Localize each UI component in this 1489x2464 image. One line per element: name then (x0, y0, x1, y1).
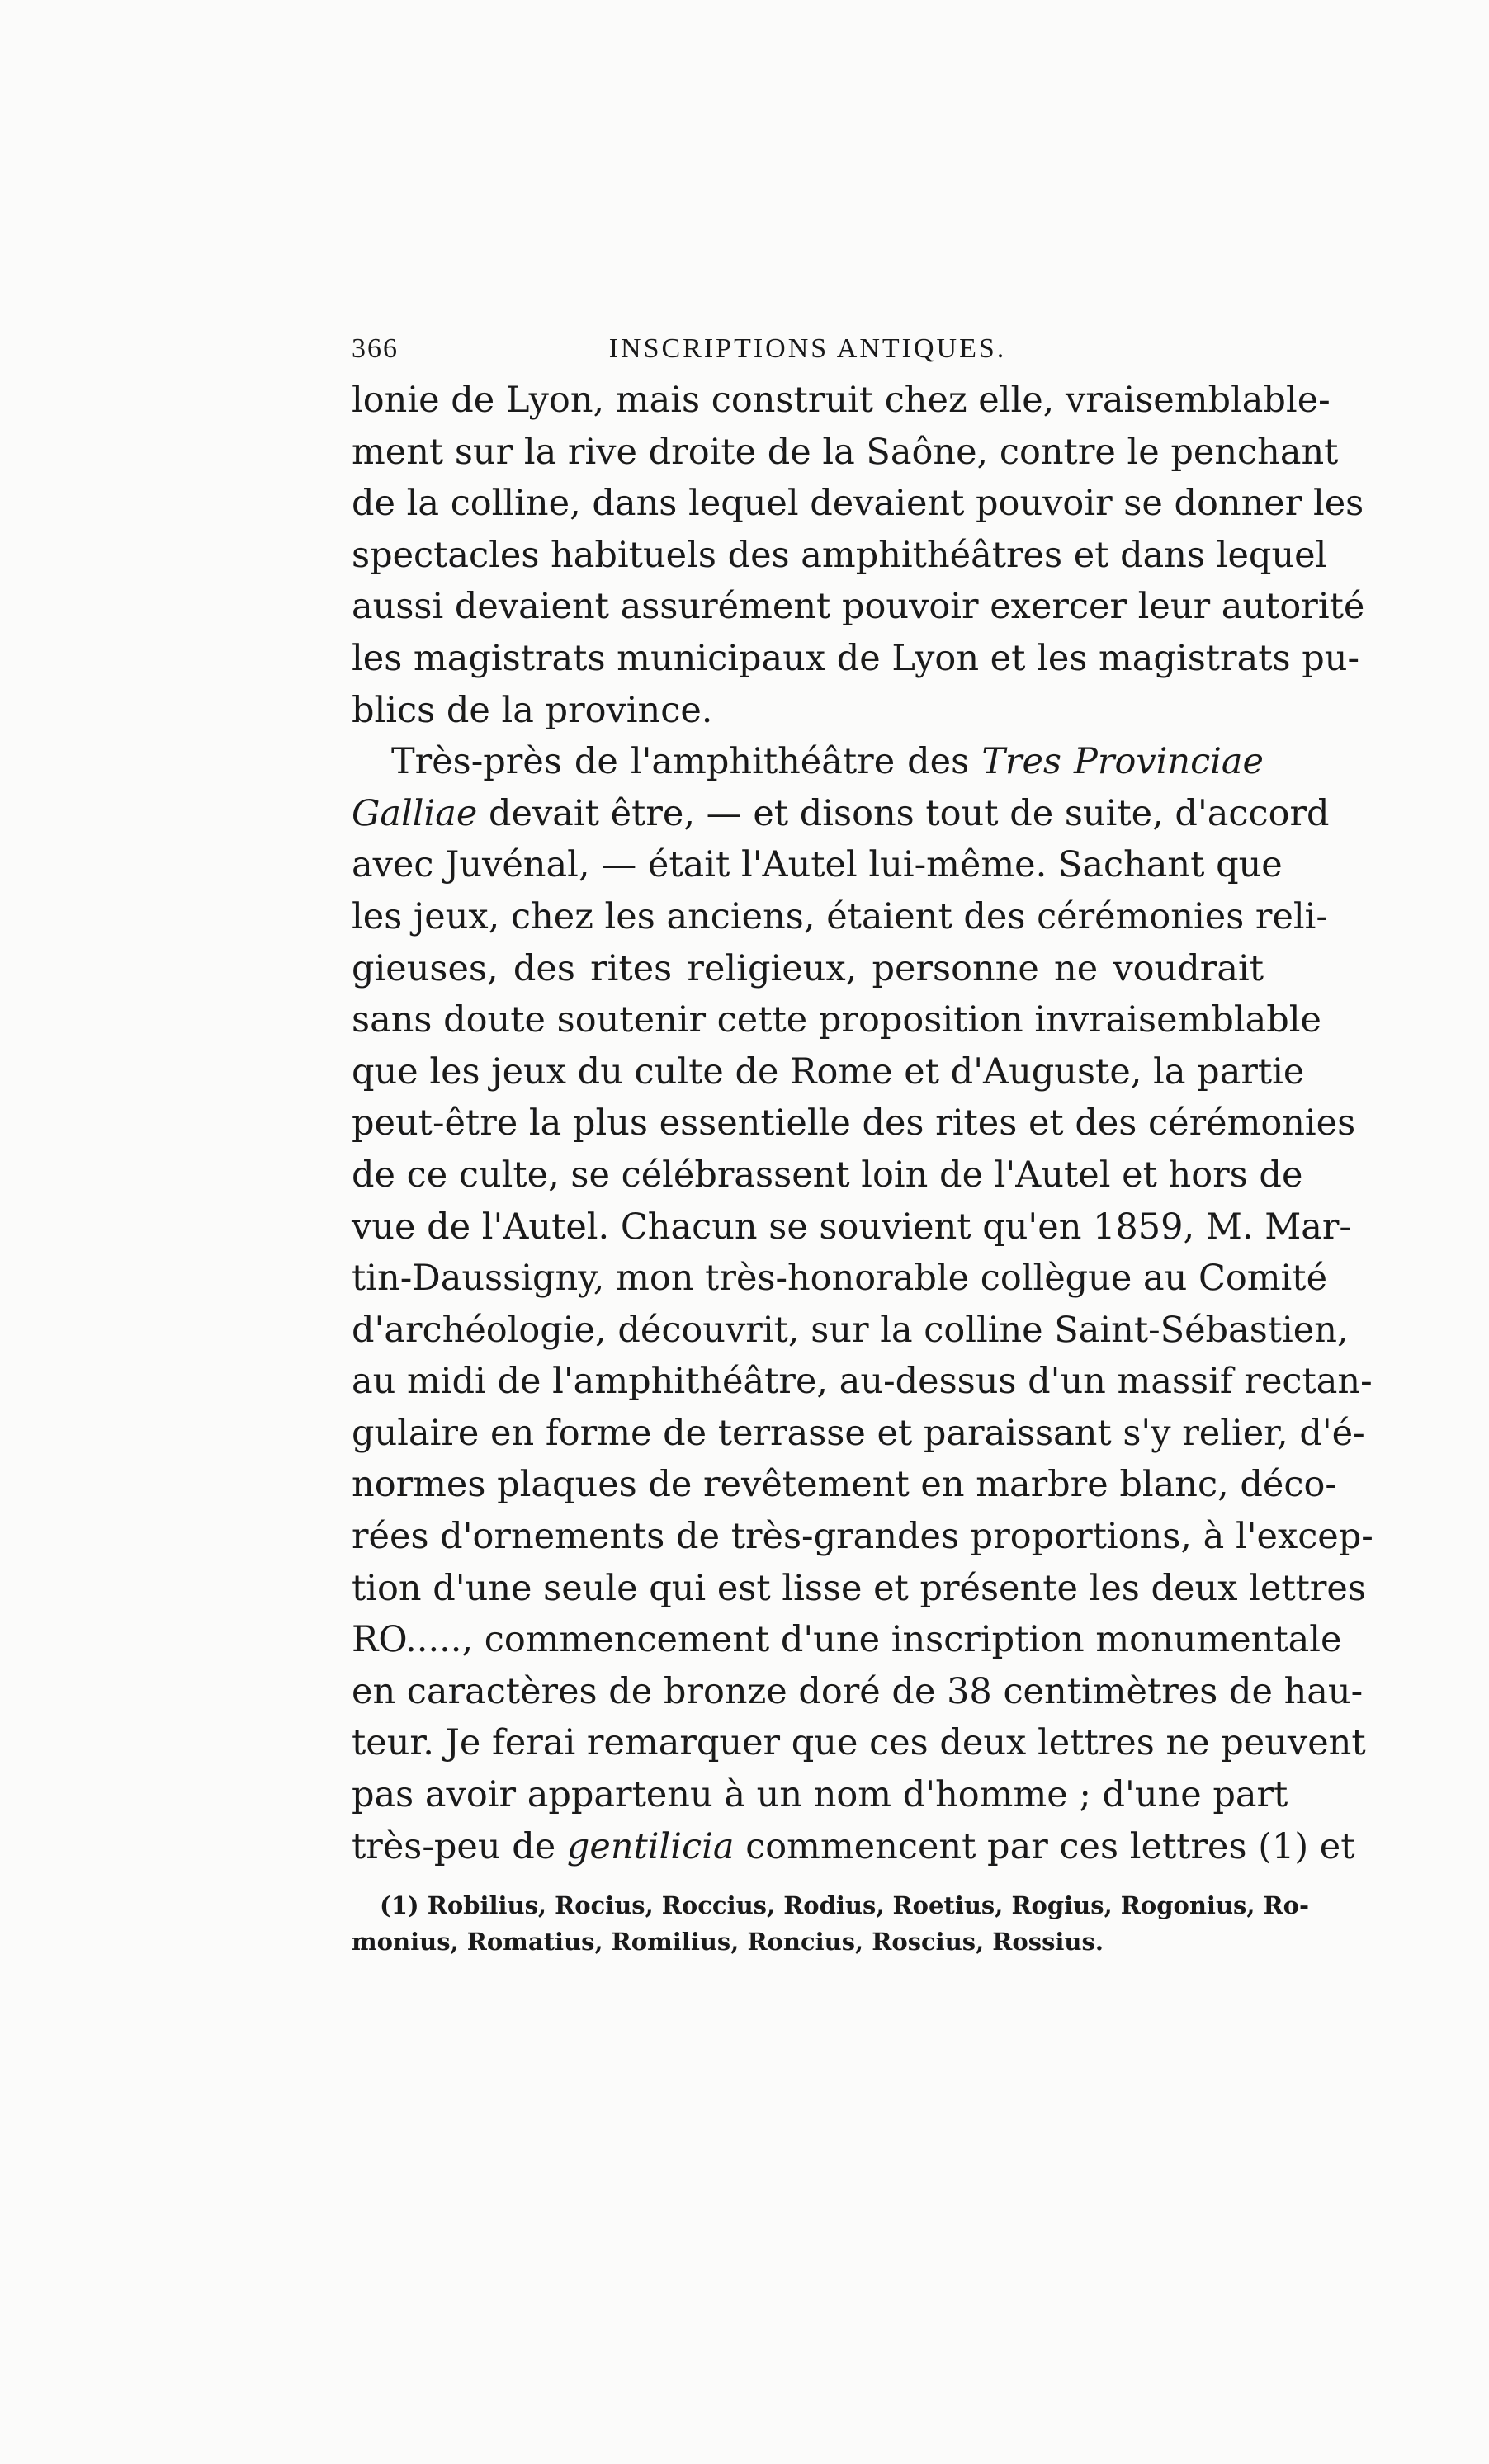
text-span: commencent par ces lettres (1) et (734, 1825, 1355, 1867)
text-line: RO....., commencement d'une inscription monumentale (352, 1619, 1342, 1661)
text-line: d'archéologie, découvrit, sur la colline Saint-Sébastien, (352, 1309, 1349, 1351)
italic-latin-term: Tres Provinciae (981, 741, 1264, 783)
text-line: de ce culte, se célébrassent loin de l'Autel et hors de (352, 1154, 1303, 1196)
text-span: très-peu de (352, 1825, 567, 1867)
running-title: INSCRIPTIONS ANTIQUES. (608, 333, 1007, 364)
running-head (352, 327, 1264, 375)
text-line (352, 788, 1330, 840)
text-line: pas avoir appartenu à un nom d'homme ; d'une part (352, 1774, 1288, 1816)
text-span: devait être, — et disons tout de suite, d'accord (477, 792, 1330, 834)
footnote-line: monius, Romatius, Romilius, Roncius, Roscius, Rossius. (352, 1928, 1104, 1957)
text-line: normes plaques de revêtement en marbre blanc, déco- (352, 1464, 1337, 1506)
text-line: spectacles habituels des amphithéâtres et dans lequel (352, 534, 1327, 576)
text-line: les jeux, chez les anciens, étaient des cérémonies reli- (352, 895, 1328, 937)
footnote-line: (1) Robilius, Rocius, Roccius, Rodius, Roetius, Rogius, Rogonius, Ro- (380, 1891, 1310, 1920)
page-number: 366 (352, 333, 399, 364)
italic-latin-term: Galliae (352, 792, 478, 834)
text-line: au midi de l'amphithéâtre, au-dessus d'un massif rectan- (352, 1361, 1373, 1403)
text-line (352, 736, 1264, 788)
text-line: gulaire en forme de terrasse et paraissant s'y relier, d'é- (352, 1412, 1365, 1454)
text-line: rées d'ornements de très-grandes proportions, à l'excep- (352, 1516, 1373, 1558)
italic-latin-term: gentilicia (566, 1825, 735, 1867)
text-line: de la colline, dans lequel devaient pouvoir se donner les (352, 483, 1364, 525)
text-line: peut-être la plus essentielle des rites et des cérémonies (352, 1102, 1356, 1145)
text-line: tion d'une seule qui est lisse et présente les deux lettres (352, 1567, 1366, 1609)
footnote (352, 1887, 1310, 1960)
text-line: que les jeux du culte de Rome et d'Auguste, la partie (352, 1050, 1305, 1093)
text-line: sans doute soutenir cette proposition invraisemblable (352, 999, 1321, 1041)
text-line: blics de la province. (352, 689, 713, 731)
text-line: aussi devaient assurément pouvoir exercer leur autorité (352, 586, 1365, 628)
text-line: avec Juvénal, — était l'Autel lui-même. Sachant que (352, 844, 1283, 886)
text-line: teur. Je ferai remarquer que ces deux lettres ne peuvent (352, 1722, 1366, 1764)
paragraph-1 (352, 375, 1365, 736)
text-line (352, 1821, 1355, 1873)
book-page (352, 327, 1373, 1960)
text-line: ment sur la rive droite de la Saône, contre le penchant (352, 431, 1339, 473)
text-line: vue de l'Autel. Chacun se souvient qu'en 1859, M. Mar- (352, 1206, 1351, 1248)
paragraph-2 (352, 736, 1373, 1872)
text-line: tin-Daussigny, mon très-honorable collègue au Comité (352, 1258, 1328, 1300)
text-line: gieuses, des rites religieux, personne ne voudrait (352, 947, 1264, 989)
text-span: Très-près de l'amphithéâtre des (391, 741, 982, 783)
text-line: en caractères de bronze doré de 38 centimètres de hau- (352, 1670, 1364, 1712)
text-line: lonie de Lyon, mais construit chez elle, vraisemblable- (352, 380, 1331, 421)
text-line: les magistrats municipaux de Lyon et les magistrats pu- (352, 637, 1360, 679)
